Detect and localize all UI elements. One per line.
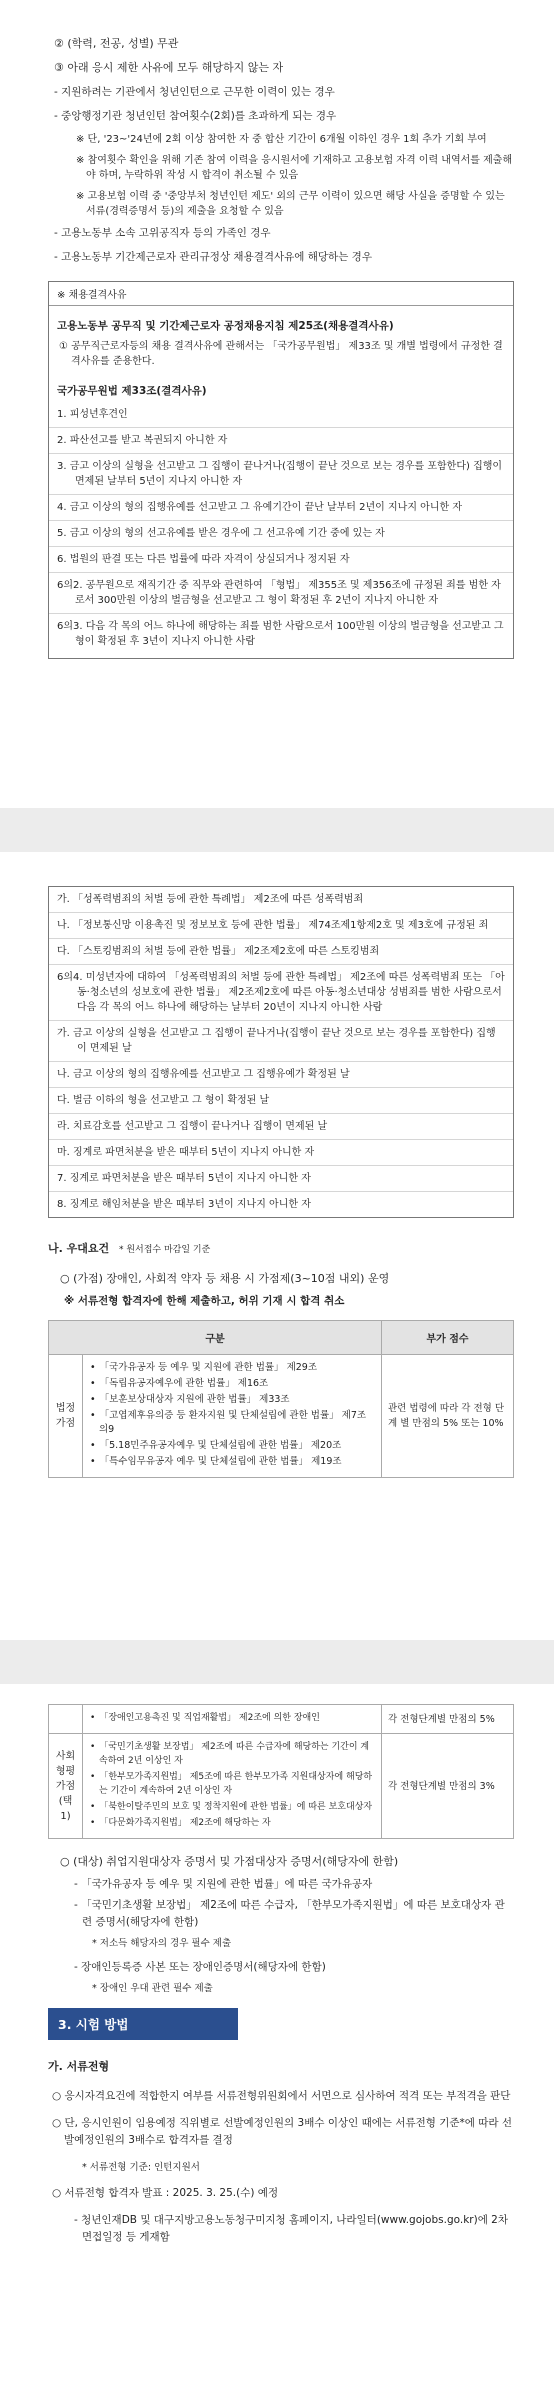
law-row: 다. 벌금 이하의 형을 선고받고 그 형이 확정된 날 xyxy=(49,1088,513,1114)
law-row: 가. 금고 이상의 실형을 선고받고 그 집행이 끝나거나(집행이 끝난 것으로 보는 경우를 포함한다) 집행이 면제된 날 xyxy=(49,1021,513,1062)
screening-line-1: ○ 응시자격요건에 적합한지 여부를 서류전형위원회에서 서면으로 심사하여 적격 또는 부적격을 판단 xyxy=(52,2090,511,2102)
law-row: 6의2. 공무원으로 재직기간 중 직무와 관련하여 「형법」 제355조 및 제356조에 규정된 죄를 범한 자로서 300만원 이상의 벌금형을 선고받고 그 형이 확정된 후 2년이 지나지 아니한 자 xyxy=(49,573,513,614)
document-page-2 xyxy=(0,852,554,1640)
restriction-note-2: ※ 참여횟수 확인을 위해 기존 참여 이력을 응시원서에 기재하고 고용보험 자격 이력 내역서를 제출해야 하며, 누락하위 작성 시 합격이 취소될 수 있음 xyxy=(76,155,513,181)
law-item: • 「특수임무유공자 예우 및 단체설립에 관한 법률」 제19조 xyxy=(89,1455,375,1469)
law-row: 라. 치료감호를 선고받고 그 집행이 끝나거나 집행이 면제된 날 xyxy=(49,1114,513,1140)
law-title: 국가공무원법 제33조(결격사유) xyxy=(57,385,207,397)
law-row: 3. 금고 이상의 실형을 선고받고 그 집행이 끝나거나(집행이 끝난 것으로 보는 경우를 포함한다) 집행이 면제된 날부터 5년이 지나지 아니한 자 xyxy=(49,454,513,495)
target-sub-note-1: * 저소득 해당자의 경우 필수 제출 xyxy=(92,1938,232,1949)
law-item: • 「보훈보상대상자 지원에 관한 법률」 제33조 xyxy=(89,1393,375,1407)
restriction-dash-4: - 고용노동부 기간제근로자 관리규정상 채용결격사유에 해당하는 경우 xyxy=(54,251,372,263)
law-row: 8. 징계로 해임처분을 받은 때부터 3년이 지나지 아니한 자 xyxy=(57,1199,311,1210)
preference-heading-note: * 원서접수 마감일 기준 xyxy=(118,1245,211,1255)
disqualification-box-header: ※ 채용결격사유 xyxy=(49,282,513,306)
screening-result-line: ○ 서류전형 합격자 발표 : 2025. 3. 25.(수) 예정 xyxy=(52,2187,279,2199)
law-row: 1. 피성년후견인 xyxy=(49,402,513,428)
target-line: ○ (대상) 취업지원대상자 증명서 및 가점대상자 증명서(해당자에 한함) xyxy=(60,1855,399,1868)
target-dash-2: - 「국민기초생활 보장법」 제2조에 따른 수급자, 「한부모가족지원법」에 따른 보호대상자 관련 증명서(해당자에 한함) xyxy=(74,1899,505,1928)
bonus-table-cont xyxy=(48,1704,514,1839)
law-row: 다. 「스토킹범죄의 처벌 등에 관한 법률」 제2조제2호에 따른 스토킹범죄 xyxy=(49,939,513,965)
law-row: 나. 금고 이상의 형의 집행유예를 선고받고 그 집행유예가 확정된 날 xyxy=(49,1062,513,1088)
preference-heading xyxy=(48,1240,514,1256)
section-title-exam-method: 3. 시험 방법 xyxy=(48,2008,238,2040)
law-row: 7. 징계로 파면처분을 받은 때부터 5년이 지나지 아니한 자 xyxy=(49,1166,513,1192)
screening-result-dash: - 청년인재DB 및 대구지방고용노동청구미지청 홈페이지, 나라일터(www.gojobs.go.kr)에 2차 면접일정 등 게재함 xyxy=(74,2214,508,2243)
bonus-table xyxy=(48,1320,514,1478)
law-item: • 「한부모가족지원법」 제5조에 따른 한부모가족 지원대상자에 해당하는 기간이 계속하여 2년 이상인 자 xyxy=(89,1770,375,1798)
document-page-1 xyxy=(0,0,554,808)
law-item: • 「국가유공자 등 예우 및 지원에 관한 법률」 제29조 xyxy=(89,1361,375,1375)
law-row: 6. 법원의 판결 또는 다른 법률에 따라 자격이 상실되거나 정지된 자 xyxy=(49,547,513,573)
bonus-category-empty xyxy=(49,1705,83,1734)
disqualification-box xyxy=(48,281,514,659)
eligibility-item-2: ② (학력, 전공, 성별) 무관 xyxy=(54,37,179,50)
restriction-note-3: ※ 고용보험 이력 중 '중앙부처 청년인턴 제도' 외의 근무 이력이 있으면 해당 사실을 증명할 수 있는 서류(경력증명서 등)의 제출을 요청할 수 있음 xyxy=(76,191,505,217)
law-row: 6의4. 미성년자에 대하여 「성폭력범죄의 처벌 등에 관한 특례법」 제2조에 따른 성폭력범죄 또는 「아동·청소년의 성보호에 관한 법률」 제2조제2호에 따른 아동·청소년대상 성범죄를 범한 사람으로서 다음 각 목의 어느 하나에 해당하는 날부터 20년이 지나지 아니한 사람 xyxy=(49,965,513,1021)
law-item: • 「북한이탈주민의 보호 및 정착지원에 관한 법률」에 따른 보호대상자 xyxy=(89,1800,375,1814)
law-row: 나. 「정보통신망 이용촉진 및 정보보호 등에 관한 법률」 제74조제1항제2호 및 제3호에 규정된 죄 xyxy=(49,913,513,939)
bonus-table-col-category: 구분 xyxy=(49,1321,382,1355)
bonus-category-legal: 법정 가점 xyxy=(49,1355,83,1478)
restriction-dash-1: - 지원하려는 기관에서 청년인턴으로 근무한 이력이 있는 경우 xyxy=(54,86,335,98)
target-dash-1: - 「국가유공자 등 예우 및 지원에 관한 법률」에 따른 국가유공자 xyxy=(74,1878,373,1890)
restriction-dash-2: - 중앙행정기관 청년인턴 참여횟수(2회)를 초과하게 되는 경우 xyxy=(54,110,337,122)
bonus-table-col-points: 부가 점수 xyxy=(382,1321,514,1355)
law-item: • 「국민기초생활 보장법」 제2조에 따른 수급자에 해당하는 기간이 계속하여 2년 이상인 자 xyxy=(89,1740,375,1768)
submission-note: ※ 서류전형 합격자에 한해 제출하고, 허위 기재 시 합격 취소 xyxy=(64,1295,345,1307)
law-item: • 「독립유공자예우에 관한 법률」 제16조 xyxy=(89,1377,375,1391)
law-item: • 「고엽제후유의증 등 환자지원 및 단체설립에 관한 법률」 제7조의9 xyxy=(89,1409,375,1437)
target-dash-3: - 장애인등록증 사본 또는 장애인증명서(해당자에 한함) xyxy=(74,1961,326,1973)
bonus-category-social: 사회 형평 가점 (택1) xyxy=(49,1734,83,1839)
law-item: • 「5.18민주유공자예우 및 단체설립에 관한 법률」 제20조 xyxy=(89,1439,375,1453)
guideline-title: 고용노동부 공무직 및 기간제근로자 공정채용지침 제25조(채용결격사유) xyxy=(57,320,394,332)
law-row: 5. 금고 이상의 형의 선고유예를 받은 경우에 그 선고유예 기간 중에 있는 자 xyxy=(49,521,513,547)
restriction-note-1: ※ 단, '23~'24년에 2회 이상 참여한 자 중 합산 기간이 6개월 이하인 경우 1회 추가 기회 부여 xyxy=(76,134,487,145)
target-sub-note-2: * 장애인 우대 관련 필수 제출 xyxy=(92,1983,213,1994)
document-screening-heading: 가. 서류전형 xyxy=(48,2060,110,2073)
screening-criteria-note: * 서류전형 기준: 인턴지원서 xyxy=(82,2162,200,2173)
bonus-points-line: ○ (가점) 장애인, 사회적 약자 등 채용 시 가점제(3~10점 내외) 운영 xyxy=(60,1272,390,1285)
document-page-3 xyxy=(0,1684,554,2388)
preference-heading-text: 나. 우대요건 xyxy=(48,1242,110,1255)
restriction-dash-3: - 고용노동부 소속 고위공직자 등의 가족인 경우 xyxy=(54,227,271,239)
bonus-laws-cell xyxy=(83,1355,382,1478)
disability-points-cell: 각 전형단계별 만점의 5% xyxy=(382,1705,514,1734)
guideline-para: ① 공무직근로자등의 채용 결격사유에 관해서는 「국가공무원법」 제33조 및 개별 법령에서 규정한 결격사유를 준용한다. xyxy=(59,341,503,367)
law-item: • 「장애인고용촉진 및 직업재활법」 제2조에 의한 장애인 xyxy=(89,1711,375,1725)
law-row: 2. 파산선고를 받고 복권되지 아니한 자 xyxy=(49,428,513,454)
law-item: • 「다문화가족지원법」 제2조에 해당하는 자 xyxy=(89,1816,375,1830)
law-row: 가. 「성폭력범죄의 처벌 등에 관한 특례법」 제2조에 따른 성폭력범죄 xyxy=(49,887,513,913)
bonus-points-cell: 관련 법령에 따라 각 전형 단계 별 만점의 5% 또는 10% xyxy=(382,1355,514,1478)
law-row: 4. 금고 이상의 형의 집행유예를 선고받고 그 유예기간이 끝난 날부터 2년이 지나지 아니한 자 xyxy=(49,495,513,521)
screening-line-2: ○ 단, 응시인원이 임용예정 직위별로 선발예정인원의 3배수 이상인 때에는 서류전형 기준*에 따라 선발예정인원의 3배수로 합격자를 결정 xyxy=(52,2117,513,2146)
social-points-cell: 각 전형단계별 만점의 3% xyxy=(382,1734,514,1839)
law-row: 6의3. 다음 각 목의 어느 하나에 해당하는 죄를 범한 사람으로서 100만원 이상의 벌금형을 선고받고 그 형이 확정된 후 3년이 지나지 아니한 사람 xyxy=(57,621,504,647)
disability-law-cell xyxy=(83,1705,382,1734)
law-row: 마. 징계로 파면처분을 받은 때부터 5년이 지나지 아니한 자 xyxy=(49,1140,513,1166)
eligibility-item-3: ③ 아래 응시 제한 사유에 모두 해당하지 않는 자 xyxy=(54,61,284,74)
social-laws-cell xyxy=(83,1734,382,1839)
disqualification-box-cont xyxy=(48,886,514,1218)
